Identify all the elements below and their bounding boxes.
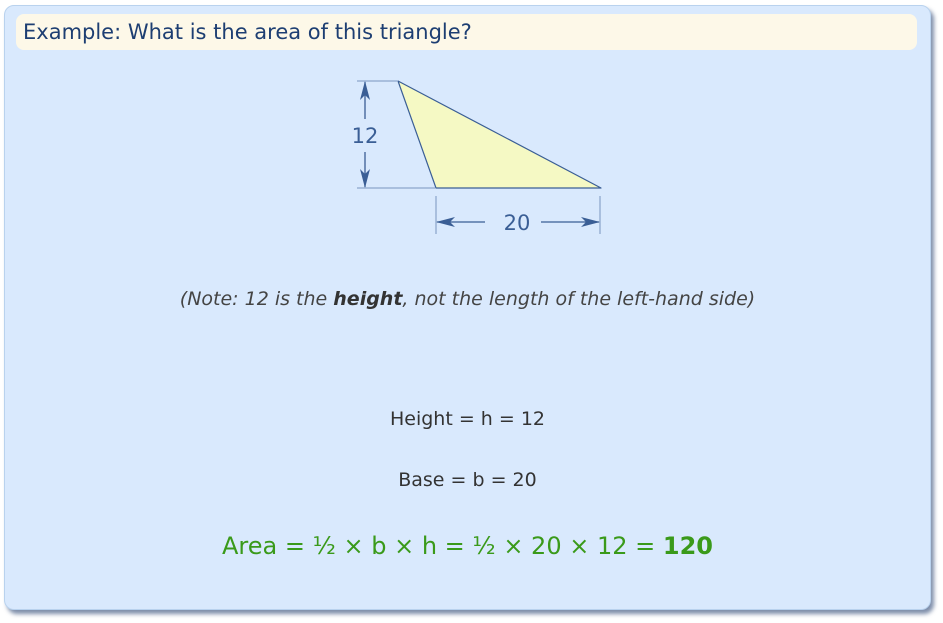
note-emphasis: height bbox=[333, 288, 403, 310]
base-statement: Base = b = 20 bbox=[398, 469, 537, 491]
note-suffix: , not the length of the left-hand side) bbox=[402, 288, 756, 310]
area-formula bbox=[5, 532, 930, 560]
base-label: 20 bbox=[503, 211, 531, 235]
area-result: 120 bbox=[662, 532, 713, 560]
area-formula-text: Area = ½ × b × h = ½ × 20 × 12 = bbox=[222, 532, 663, 560]
note-prefix: (Note: 12 is the bbox=[179, 288, 334, 310]
example-title: Example: What is the area of this triangle? bbox=[16, 14, 917, 50]
height-label: 12 bbox=[351, 124, 379, 148]
note-text bbox=[5, 288, 930, 310]
triangle-figure bbox=[5, 6, 930, 266]
example-card bbox=[4, 5, 931, 610]
triangle-shape bbox=[398, 81, 601, 188]
height-statement: Height = h = 12 bbox=[389, 408, 546, 430]
